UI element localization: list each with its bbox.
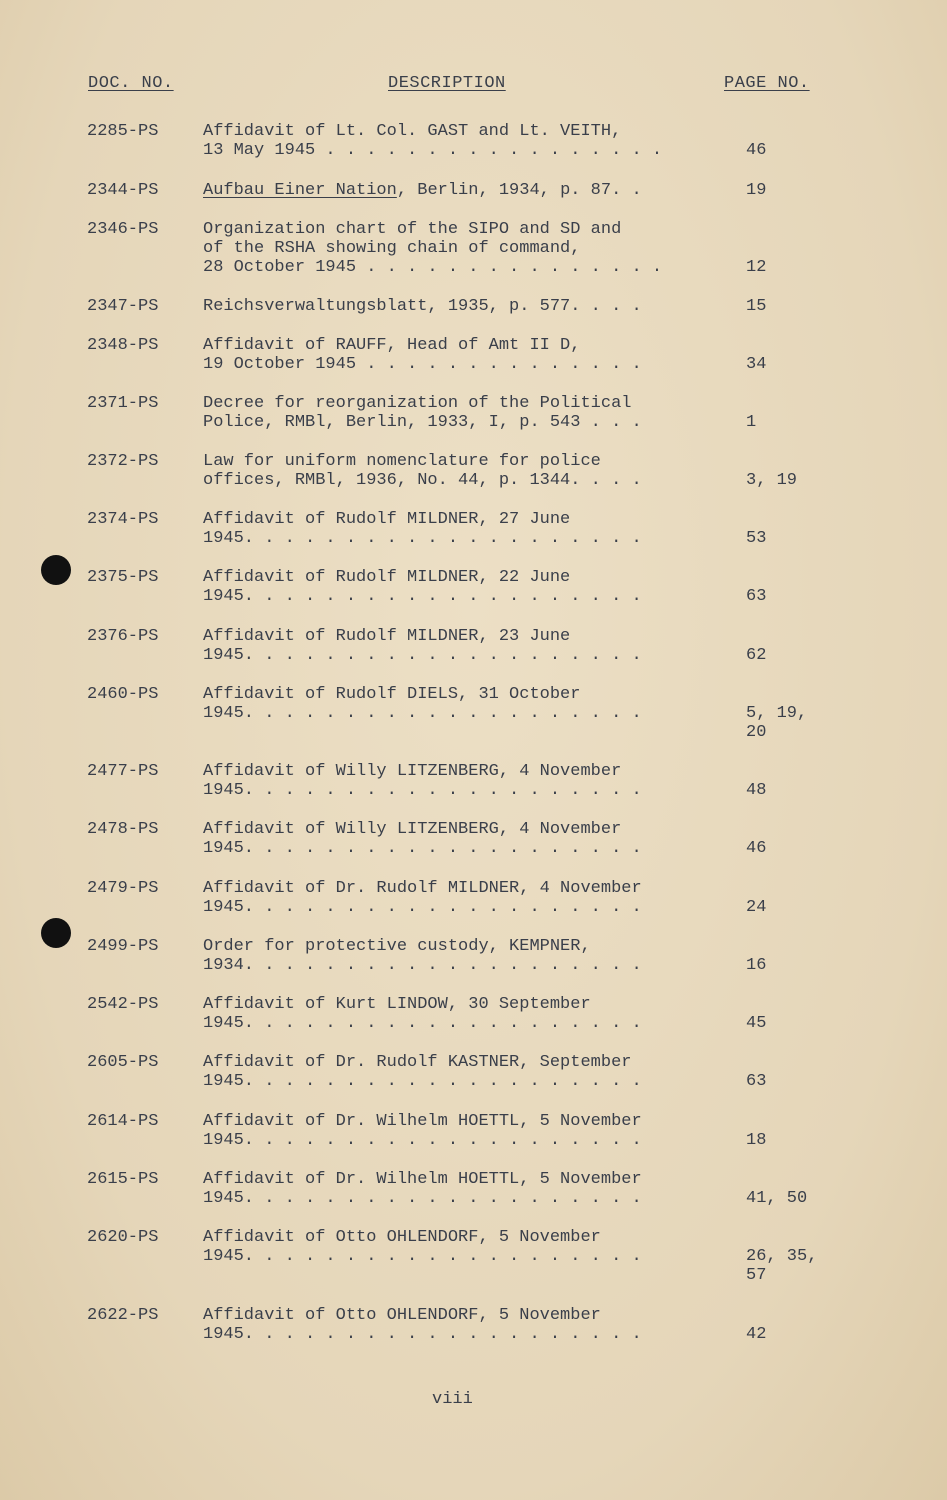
- description-line: Affidavit of Willy LITZENBERG, 4 November: [203, 820, 622, 839]
- description-line: 13 May 1945 . . . . . . . . . . . . . . . . .: [203, 141, 663, 160]
- page-line: 41, 50: [746, 1189, 808, 1208]
- page-reference: [746, 452, 846, 490]
- description: [203, 220, 723, 277]
- page-number-footer: viii: [432, 1390, 473, 1409]
- description: [203, 995, 723, 1033]
- page-reference: [746, 394, 846, 432]
- page-reference: [746, 181, 846, 200]
- description-line: 1945. . . . . . . . . . . . . . . . . . . .: [203, 704, 642, 723]
- description-line: Affidavit of Rudolf DIELS, 31 October: [203, 685, 581, 704]
- page-line: 15: [746, 297, 767, 316]
- description: [203, 762, 723, 800]
- book-title: Aufbau Einer Nation: [203, 181, 397, 200]
- header-page-no: PAGE NO.: [724, 74, 810, 93]
- description-line: 19 October 1945 . . . . . . . . . . . . . .: [203, 355, 642, 374]
- page-line: [746, 510, 846, 529]
- page-line: 3, 19: [746, 471, 798, 490]
- page-line: [746, 879, 846, 898]
- description-line: 1945. . . . . . . . . . . . . . . . . . . .: [203, 839, 642, 858]
- doc-number: 2372-PS: [87, 452, 159, 471]
- description-line: Affidavit of Otto OHLENDORF, 5 November: [203, 1228, 601, 1247]
- page-reference: [746, 1170, 846, 1208]
- page-line: [746, 627, 846, 646]
- description: [203, 452, 723, 490]
- page-reference: [746, 1112, 846, 1150]
- page-line: 26, 35,: [746, 1247, 818, 1266]
- description: [203, 181, 723, 200]
- description: [203, 1228, 723, 1266]
- description: [203, 879, 723, 917]
- page-reference: [746, 510, 846, 548]
- description-line: 1945. . . . . . . . . . . . . . . . . . . .: [203, 529, 642, 548]
- page-line: [746, 220, 846, 239]
- page-line: 20: [746, 723, 767, 742]
- doc-number: 2622-PS: [87, 1306, 159, 1325]
- page-reference: [746, 1306, 846, 1344]
- page-line: 24: [746, 898, 767, 917]
- page-reference: [746, 1053, 846, 1091]
- description-line: Affidavit of Dr. Rudolf KASTNER, September: [203, 1053, 632, 1072]
- doc-number: 2346-PS: [87, 220, 159, 239]
- description-line: Law for uniform nomenclature for police: [203, 452, 601, 471]
- description-line: offices, RMBl, 1936, No. 44, p. 1344. . . .: [203, 471, 642, 490]
- page-line: [746, 1170, 846, 1189]
- description-line: 1945. . . . . . . . . . . . . . . . . . . .: [203, 1247, 642, 1266]
- page-line: 12: [746, 258, 767, 277]
- doc-number: 2375-PS: [87, 568, 159, 587]
- description-line: Affidavit of Dr. Wilhelm HOETTL, 5 November: [203, 1170, 642, 1189]
- description: [203, 937, 723, 975]
- page-line: 48: [746, 781, 767, 800]
- doc-number: 2371-PS: [87, 394, 159, 413]
- page-line: [746, 937, 846, 956]
- doc-number: 2344-PS: [87, 181, 159, 200]
- page-line: [746, 1306, 846, 1325]
- page-reference: [746, 297, 846, 316]
- page-line: [746, 1053, 846, 1072]
- page-line: 53: [746, 529, 767, 548]
- description: [203, 627, 723, 665]
- description: [203, 1306, 723, 1344]
- description-line: 1945. . . . . . . . . . . . . . . . . . . .: [203, 1072, 642, 1091]
- description: [203, 685, 723, 723]
- doc-number: 2605-PS: [87, 1053, 159, 1072]
- page-reference: [746, 627, 846, 665]
- page-line: 42: [746, 1325, 767, 1344]
- page-line: [746, 685, 846, 704]
- doc-number: 2615-PS: [87, 1170, 159, 1189]
- page-reference: [746, 879, 846, 917]
- page-line: 63: [746, 587, 767, 606]
- description-line: Aufbau Einer Nation, Berlin, 1934, p. 87. .: [203, 181, 642, 200]
- description: [203, 336, 723, 374]
- page-line: 45: [746, 1014, 767, 1033]
- header-description: DESCRIPTION: [388, 74, 506, 93]
- description-line: Affidavit of Kurt LINDOW, 30 September: [203, 995, 591, 1014]
- description-line: 1945. . . . . . . . . . . . . . . . . . . .: [203, 1131, 642, 1150]
- page-reference: [746, 762, 846, 800]
- page-line: [746, 1112, 846, 1131]
- page-reference: [746, 568, 846, 606]
- header-doc-no: DOC. NO.: [88, 74, 174, 93]
- description-line: Affidavit of RAUFF, Head of Amt II D,: [203, 336, 581, 355]
- description: [203, 820, 723, 858]
- description-line: Order for protective custody, KEMPNER,: [203, 937, 591, 956]
- page-line: 1: [746, 413, 757, 432]
- page-reference: [746, 685, 846, 742]
- description-line: 1934. . . . . . . . . . . . . . . . . . . .: [203, 956, 642, 975]
- page-line: 63: [746, 1072, 767, 1091]
- description-line: Affidavit of Rudolf MILDNER, 27 June: [203, 510, 571, 529]
- doc-number: 2460-PS: [87, 685, 159, 704]
- page-line: 46: [746, 141, 767, 160]
- description-line: 28 October 1945 . . . . . . . . . . . . . . .: [203, 258, 663, 277]
- doc-number: 2620-PS: [87, 1228, 159, 1247]
- description-line: 1945. . . . . . . . . . . . . . . . . . . .: [203, 1014, 642, 1033]
- doc-number: 2285-PS: [87, 122, 159, 141]
- description-line: Affidavit of Dr. Rudolf MILDNER, 4 November: [203, 879, 642, 898]
- description: [203, 1053, 723, 1091]
- description: [203, 297, 723, 316]
- doc-number: 2347-PS: [87, 297, 159, 316]
- description-line: Affidavit of Dr. Wilhelm HOETTL, 5 November: [203, 1112, 642, 1131]
- description-line: of the RSHA showing chain of command,: [203, 239, 581, 258]
- page-reference: [746, 122, 846, 160]
- page-line: 5, 19,: [746, 704, 808, 723]
- description-line: Affidavit of Lt. Col. GAST and Lt. VEITH,: [203, 122, 622, 141]
- page-reference: [746, 336, 846, 374]
- description-line: 1945. . . . . . . . . . . . . . . . . . . .: [203, 781, 642, 800]
- page-line: 46: [746, 839, 767, 858]
- description-line: 1945. . . . . . . . . . . . . . . . . . . .: [203, 587, 642, 606]
- doc-number: 2614-PS: [87, 1112, 159, 1131]
- description-line: Police, RMBl, Berlin, 1933, I, p. 543 . . .: [203, 413, 642, 432]
- description: [203, 122, 723, 160]
- doc-number: 2479-PS: [87, 879, 159, 898]
- page-line: [746, 122, 846, 141]
- page-reference: [746, 1228, 846, 1285]
- page-line: [746, 394, 846, 413]
- page-line: [746, 239, 846, 258]
- punch-hole-bottom: [41, 918, 71, 948]
- doc-number: 2542-PS: [87, 995, 159, 1014]
- description-line: Reichsverwaltungsblatt, 1935, p. 577. . . .: [203, 297, 642, 316]
- page-reference: [746, 220, 846, 277]
- description-line: 1945. . . . . . . . . . . . . . . . . . . .: [203, 1325, 642, 1344]
- description-line: 1945. . . . . . . . . . . . . . . . . . . .: [203, 898, 642, 917]
- page-line: [746, 820, 846, 839]
- description-line: 1945. . . . . . . . . . . . . . . . . . . .: [203, 1189, 642, 1208]
- doc-number: 2376-PS: [87, 627, 159, 646]
- page-line: [746, 568, 846, 587]
- description-line: Affidavit of Otto OHLENDORF, 5 November: [203, 1306, 601, 1325]
- doc-number: 2477-PS: [87, 762, 159, 781]
- description-line: Decree for reorganization of the Political: [203, 394, 632, 413]
- page-line: [746, 336, 846, 355]
- punch-hole-top: [41, 555, 71, 585]
- description: [203, 1112, 723, 1150]
- page-line: 57: [746, 1266, 767, 1285]
- page-line: 19: [746, 181, 767, 200]
- doc-number: 2374-PS: [87, 510, 159, 529]
- page-line: 62: [746, 646, 767, 665]
- page-line: [746, 1228, 846, 1247]
- page-line: 18: [746, 1131, 767, 1150]
- description: [203, 568, 723, 606]
- description-line: Affidavit of Rudolf MILDNER, 22 June: [203, 568, 571, 587]
- page-line: [746, 762, 846, 781]
- page-reference: [746, 995, 846, 1033]
- page-line: [746, 452, 846, 471]
- description-line: Organization chart of the SIPO and SD and: [203, 220, 622, 239]
- description-line: Affidavit of Willy LITZENBERG, 4 November: [203, 762, 622, 781]
- page-line: [746, 995, 846, 1014]
- description: [203, 510, 723, 548]
- page-reference: [746, 937, 846, 975]
- page-line: 34: [746, 355, 767, 374]
- page-reference: [746, 820, 846, 858]
- description: [203, 1170, 723, 1208]
- doc-number: 2348-PS: [87, 336, 159, 355]
- doc-number: 2499-PS: [87, 937, 159, 956]
- description-line: 1945. . . . . . . . . . . . . . . . . . . .: [203, 646, 642, 665]
- page-line: 16: [746, 956, 767, 975]
- doc-number: 2478-PS: [87, 820, 159, 839]
- description: [203, 394, 723, 432]
- description-line: Affidavit of Rudolf MILDNER, 23 June: [203, 627, 571, 646]
